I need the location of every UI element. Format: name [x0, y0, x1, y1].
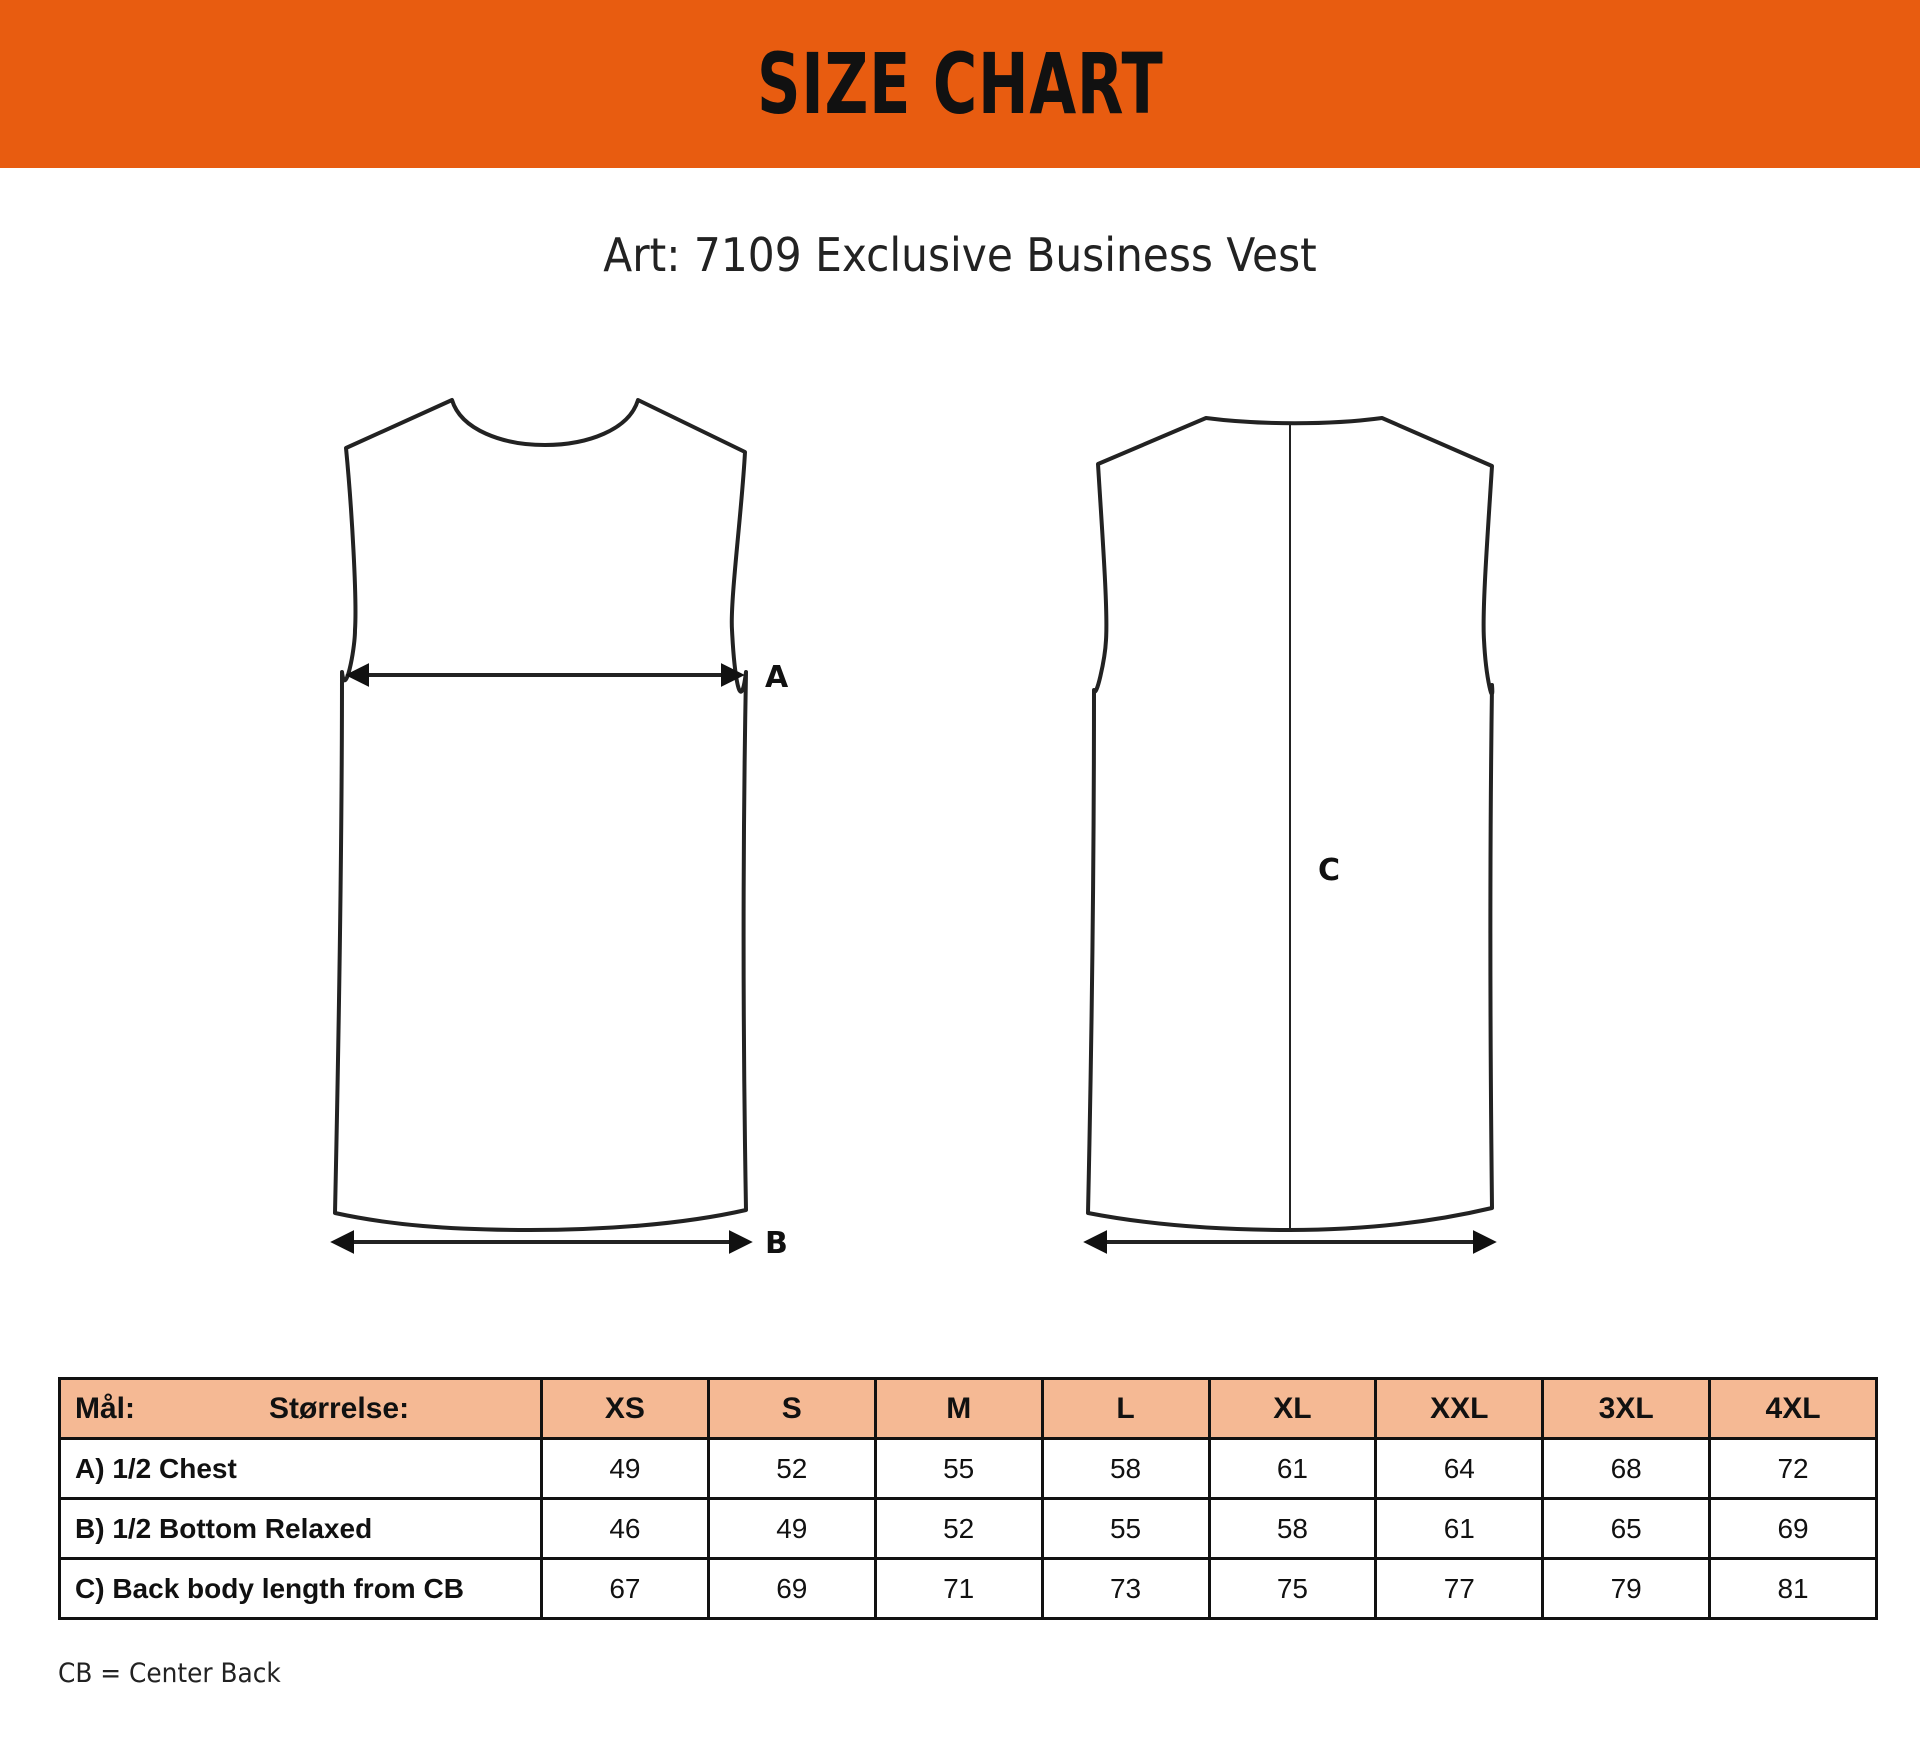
- page-title: SIZE CHART: [756, 35, 1164, 133]
- header-measure: Mål:: [75, 1391, 135, 1425]
- table-cell: 64: [1376, 1439, 1543, 1499]
- table-cell: 79: [1543, 1559, 1710, 1619]
- table-cell: 81: [1710, 1559, 1877, 1619]
- table-cell: 65: [1543, 1499, 1710, 1559]
- table-cell: 52: [708, 1439, 875, 1499]
- table-cell: 61: [1209, 1439, 1376, 1499]
- table-cell: 77: [1376, 1559, 1543, 1619]
- size-column-header: XL: [1209, 1379, 1376, 1439]
- size-table: [58, 1377, 1878, 1620]
- row-label: C) Back body length from CB: [60, 1559, 542, 1619]
- table-cell: 46: [542, 1499, 709, 1559]
- table-cell: 58: [1042, 1439, 1209, 1499]
- table-row: [60, 1559, 1877, 1619]
- table-row: [60, 1439, 1877, 1499]
- size-column-header: 4XL: [1710, 1379, 1877, 1439]
- measure-b-label: B: [765, 1226, 788, 1261]
- front-vest-outline: [335, 400, 746, 1230]
- size-column-header: S: [708, 1379, 875, 1439]
- measure-c-label: C: [1318, 853, 1341, 888]
- size-column-header: L: [1042, 1379, 1209, 1439]
- table-cell: 49: [708, 1499, 875, 1559]
- size-column-header: 3XL: [1543, 1379, 1710, 1439]
- header-measure-size: [60, 1379, 542, 1439]
- table-cell: 55: [875, 1439, 1042, 1499]
- table-cell: 71: [875, 1559, 1042, 1619]
- table-cell: 69: [708, 1559, 875, 1619]
- table-cell: 69: [1710, 1499, 1877, 1559]
- table-row: [60, 1499, 1877, 1559]
- header-banner: [0, 0, 1920, 168]
- table-cell: 61: [1376, 1499, 1543, 1559]
- vest-diagram-svg: [0, 380, 1920, 1280]
- table-cell: 72: [1710, 1439, 1877, 1499]
- size-column-header: XS: [542, 1379, 709, 1439]
- table-cell: 58: [1209, 1499, 1376, 1559]
- footnote: CB = Center Back: [58, 1658, 281, 1689]
- table-cell: 49: [542, 1439, 709, 1499]
- row-label: B) 1/2 Bottom Relaxed: [60, 1499, 542, 1559]
- table-cell: 55: [1042, 1499, 1209, 1559]
- vest-diagram: [0, 380, 1920, 1280]
- table-cell: 52: [875, 1499, 1042, 1559]
- table-header-row: [60, 1379, 1877, 1439]
- measure-a-label: A: [765, 660, 789, 695]
- table-cell: 67: [542, 1559, 709, 1619]
- size-column-header: XXL: [1376, 1379, 1543, 1439]
- table-cell: 73: [1042, 1559, 1209, 1619]
- row-label: A) 1/2 Chest: [60, 1439, 542, 1499]
- table-cell: 68: [1543, 1439, 1710, 1499]
- header-size: Størrelse:: [269, 1391, 410, 1425]
- table-cell: 75: [1209, 1559, 1376, 1619]
- size-column-header: M: [875, 1379, 1042, 1439]
- product-title: Art: 7109 Exclusive Business Vest: [603, 228, 1317, 282]
